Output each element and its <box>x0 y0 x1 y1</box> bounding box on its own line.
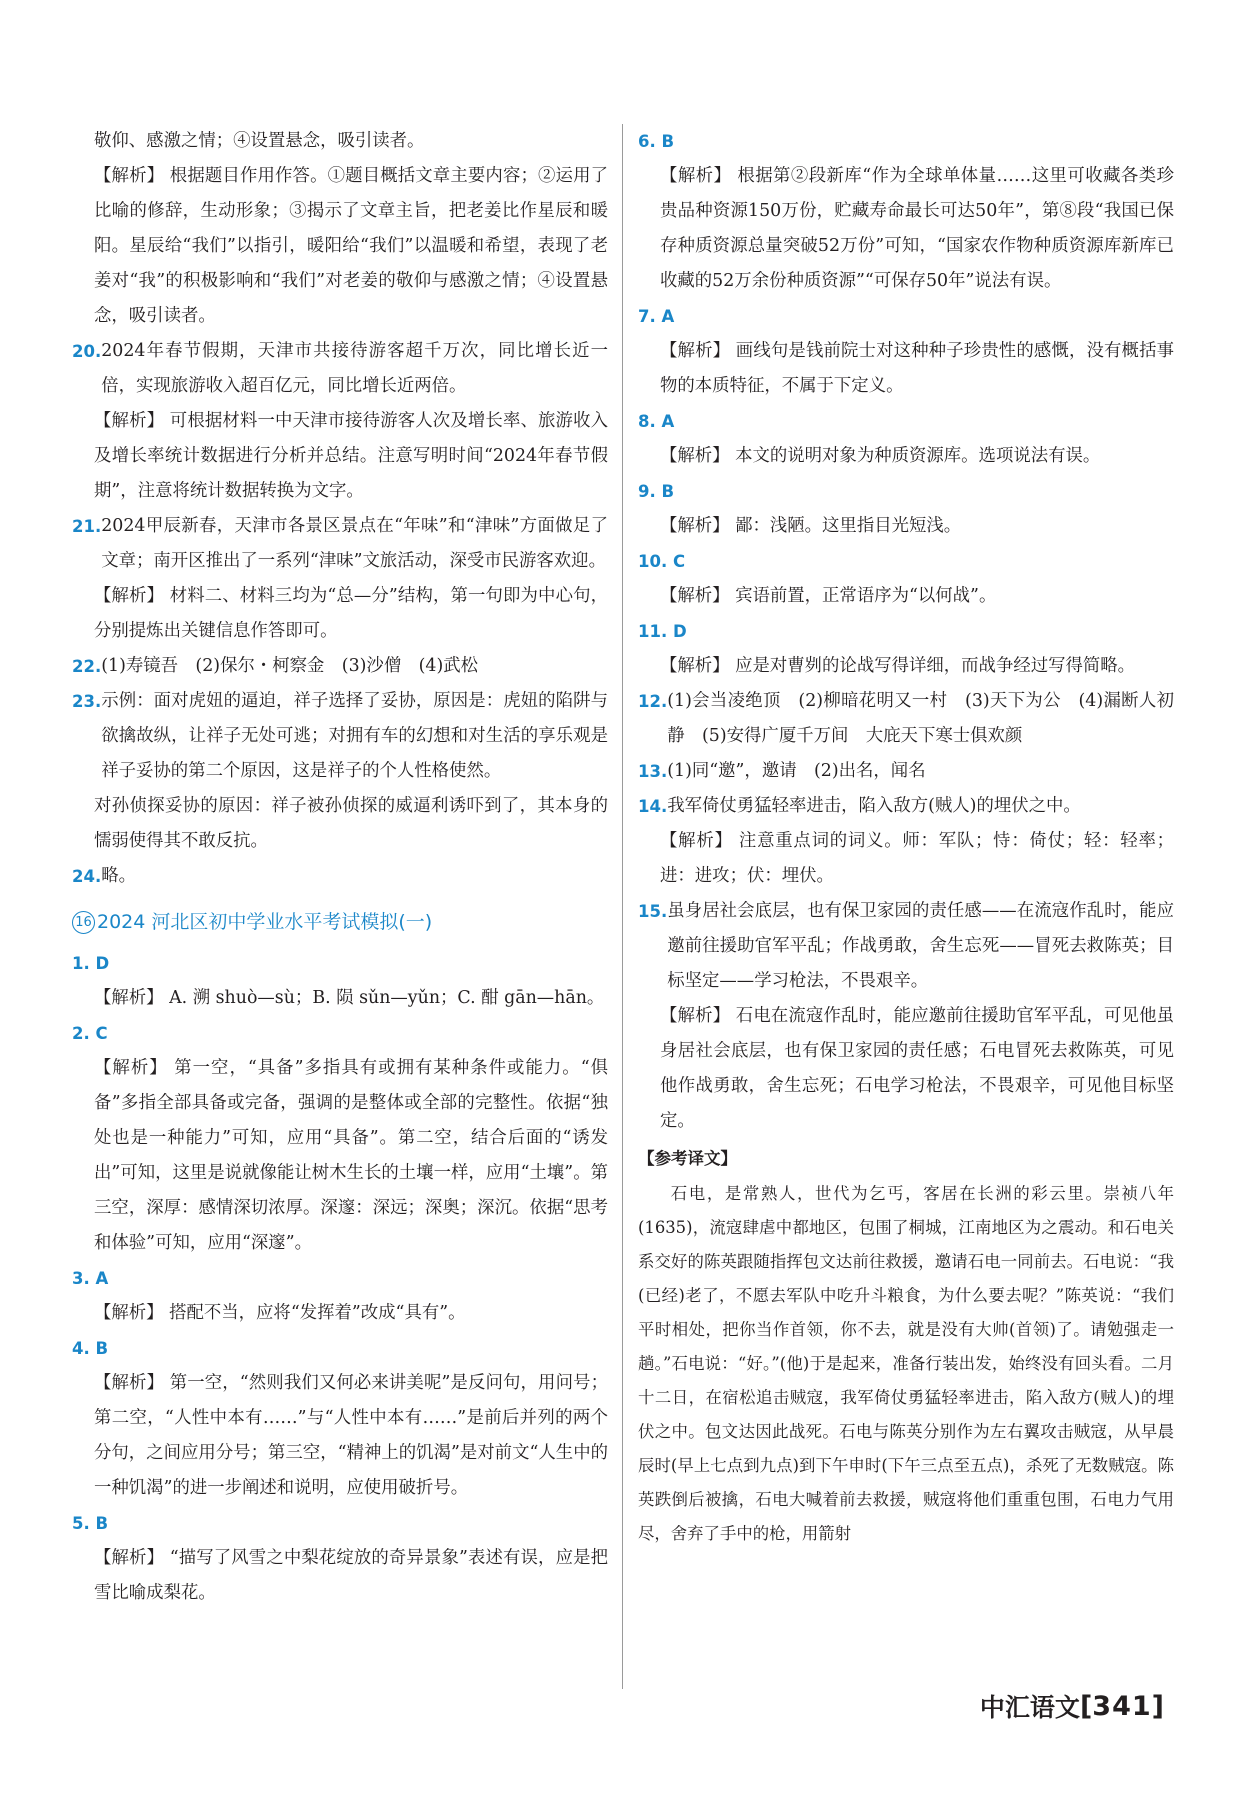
answer-15 <box>638 894 1174 999</box>
answer-text: 2024甲辰新春，天津市各景区景点在“年味”和“津味”方面做足了文章；南开区推出了一系列“津味”文旅活动，深受市民游客欢迎。 <box>101 516 608 571</box>
answer-text: (1)会当凌绝顶 (2)柳暗花明又一村 (3)天下为公 (4)漏断人初静 (5)安得广厦千万间 大庇天下寒士俱欢颜 <box>667 691 1174 746</box>
analysis-8: 【解析】 本文的说明对象为种质资源库。选项说法有误。 <box>660 446 1101 466</box>
left-column <box>72 124 608 1611</box>
answer-text: 我军倚仗勇猛轻率进击，陷入敌方(贼人)的埋伏之中。 <box>667 796 1081 816</box>
analysis-14: 【解析】 注意重点词的词义。师：军队；恃：倚仗；轻：轻率；进：进攻；伏：埋伏。 <box>660 831 1174 886</box>
question-number: 20. <box>72 342 102 361</box>
question-number: 13. <box>638 762 668 781</box>
analysis-15: 【解析】 石电在流寇作乱时，能应邀前往援助官军平乱，可见他虽身居社会底层，也有保卫家园的责任感；石电冒死去救陈英，可见他作战勇敢，舍生忘死；石电学习枪法，不畏艰辛，可见他目标坚定。 <box>660 1006 1174 1131</box>
answer-text: 虽身居社会底层，也有保卫家园的责任感——在流寇作乱时，能应邀前往援助官军平乱；作战勇敢，舍生忘死——冒死去救陈英；目标坚定——学习枪法，不畏艰辛。 <box>667 901 1174 991</box>
question-number: 21. <box>72 517 102 536</box>
right-column <box>638 124 1174 1551</box>
answer-23 <box>72 684 608 789</box>
answer-text: 2024年春节假期，天津市共接待游客超千万次，同比增长近一倍，实现旅游收入超百亿元，同比增长近两倍。 <box>101 341 608 396</box>
question-number: 12. <box>638 692 668 711</box>
analysis-2: 【解析】 第一空，“具备”多指具有或拥有某种条件或能力。“俱备”多指全部具备或完备，强调的是整体或全部的完整性。依据“独处也是一种能力”可知，应用“具备”。第二空，结合后面的“诱发出”可知，这里是说就像能让树木生长的土壤一样，应用“土壤”。第三空，深厚：感情深切浓厚。深邃：深远；深奥；深沉。依据“思考和体验”可知，应用“深邃”。 <box>94 1058 608 1253</box>
answer-4: 4. B <box>72 1339 109 1358</box>
answer-2: 2. C <box>72 1024 108 1043</box>
analysis-4: 【解析】 第一空，“然则我们又何必来讲美呢”是反问句，用问号；第二空，“人性中本有……”与“人性中本有……”是前后并列的两个分句，之间应用分号；第三空，“精神上的饥渴”是对前文“人生中的一种饥渴”的进一步阐述和说明，应使用破折号。 <box>94 1373 608 1498</box>
answer-7: 7. A <box>638 307 675 326</box>
section-title: 2024 河北区初中学业水平考试模拟(一) <box>97 911 433 933</box>
page-footer <box>980 1688 1164 1724</box>
answer-3: 3. A <box>72 1269 109 1288</box>
answer-9: 9. B <box>638 482 675 501</box>
question-number: 15. <box>638 902 668 921</box>
analysis-20: 【解析】 可根据材料一中天津市接待游客人次及增长率、旅游收入及增长率统计数据进行分析并总结。注意写明时间“2024年春节假期”，注意将统计数据转换为文字。 <box>94 411 608 501</box>
answer-12 <box>638 684 1174 754</box>
analysis-10: 【解析】 宾语前置，正常语序为“以何战”。 <box>660 586 997 606</box>
answer-20 <box>72 334 608 404</box>
question-number: 24. <box>72 867 102 886</box>
answer-text: (1)寿镜吾 (2)保尔・柯察金 (3)沙僧 (4)武松 <box>101 656 479 676</box>
answer-text: (1)同“邀”，邀请 (2)出名，闻名 <box>667 761 926 781</box>
answer-24 <box>72 859 608 894</box>
reference-translation-text: 石电，是常熟人，世代为乞丐，客居在长洲的彩云里。崇祯八年(1635)，流寇肆虐中都地区，包围了桐城，江南地区为之震动。和石电关系交好的陈英跟随指挥包文达前往救援，邀请石电一同前去。石电说：“我(已经)老了，不愿去军队中吃升斗粮食，为什么要去呢？”陈英说：“我们平时相处，把你当作首领，你不去，就是没有大帅(首领)了。请勉强走一趟。”石电说：“好。”(他)于是起来，准备行装出发，始终没有回头看。二月十二日，在宿松追击贼寇，我军倚仗勇猛轻率进击，陷入敌方(贼人)的埋伏之中。包文达因此战死。石电与陈英分别作为左右翼攻击贼寇，从早晨辰时(早上七点到九点)到下午申时(下午三点至五点)，杀死了无数贼寇。陈英跌倒后被擒，石电大喊着前去救援，贼寇将他们重重包围，石电力气用尽，舍弃了手中的枪，用箭射 <box>638 1184 1174 1543</box>
analysis-3: 【解析】 搭配不当，应将“发挥着”改成“具有”。 <box>94 1303 466 1323</box>
question-number: 14. <box>638 797 668 816</box>
analysis-11: 【解析】 应是对曹刿的论战写得详细，而战争经过写得简略。 <box>660 656 1136 676</box>
bracket-open-icon: [ <box>1079 1690 1093 1722</box>
analysis-1: 【解析】 A. 溯 shuò—sù；B. 陨 sǔn—yǔn；C. 酣 gān—hān。 <box>94 988 605 1008</box>
section-badge: 16 <box>72 911 95 934</box>
answer-10: 10. C <box>638 552 686 571</box>
analysis-5: 【解析】 “描写了风雪之中梨花绽放的奇异景象”表述有误，应是把雪比喻成梨花。 <box>94 1548 608 1603</box>
reference-translation-heading: 【参考译文】 <box>638 1149 737 1168</box>
analysis-21: 【解析】 材料二、材料三均为“总—分”结构，第一句即为中心句，分别提炼出关键信息作答即可。 <box>94 586 608 641</box>
column-divider <box>622 124 623 1689</box>
section-heading <box>72 902 608 942</box>
book-title: 中汇语文 <box>979 1693 1080 1722</box>
analysis-7: 【解析】 画线句是钱前院士对这种种子珍贵性的感慨，没有概括事物的本质特征，不属于下定义。 <box>660 341 1174 396</box>
bracket-close-icon: ] <box>1151 1690 1164 1722</box>
answer-19-tail: 敬仰、感激之情；④设置悬念，吸引读者。 <box>94 131 425 151</box>
answer-14 <box>638 789 1174 824</box>
answer-1: 1. D <box>72 954 110 973</box>
answer-22 <box>72 649 608 684</box>
answer-13 <box>638 754 1174 789</box>
answer-11: 11. D <box>638 622 687 641</box>
analysis-19: 【解析】 根据题目作用作答。①题目概括文章主要内容；②运用了比喻的修辞，生动形象；③揭示了文章主旨，把老姜比作星辰和暖阳。星辰给“我们”以指引，暖阳给“我们”以温暖和希望，表现了老姜对“我”的积极影响和“我们”对老姜的敬仰与感激之情；④设置悬念，吸引读者。 <box>94 166 608 326</box>
page-number: 341 <box>1092 1690 1152 1722</box>
answer-23-continued: 对孙侦探妥协的原因：祥子被孙侦探的威逼利诱吓到了，其本身的懦弱使得其不敢反抗。 <box>94 796 608 851</box>
answer-text: 示例：面对虎妞的逼迫，祥子选择了妥协，原因是：虎妞的陷阱与欲擒故纵，让祥子无处可逃；对拥有车的幻想和对生活的享乐观是祥子妥协的第二个原因，这是祥子的个人性格使然。 <box>101 691 608 781</box>
answer-8: 8. A <box>638 412 675 431</box>
answer-5: 5. B <box>72 1514 109 1533</box>
question-number: 22. <box>72 657 102 676</box>
answer-21 <box>72 509 608 579</box>
analysis-9: 【解析】 鄙：浅陋。这里指目光短浅。 <box>660 516 962 536</box>
question-number: 23. <box>72 692 102 711</box>
analysis-6: 【解析】 根据第②段新库“作为全球单体量……这里可收藏各类珍贵品种资源150万份，贮藏寿命最长可达50年”，第⑧段“我国已保存种质资源总量突破52万份”可知，“国家农作物种质资源库新库已收藏的52万余份种质资源”“可保存50年”说法有误。 <box>660 166 1174 291</box>
answer-text: 略。 <box>101 866 137 886</box>
answer-6: 6. B <box>638 132 675 151</box>
